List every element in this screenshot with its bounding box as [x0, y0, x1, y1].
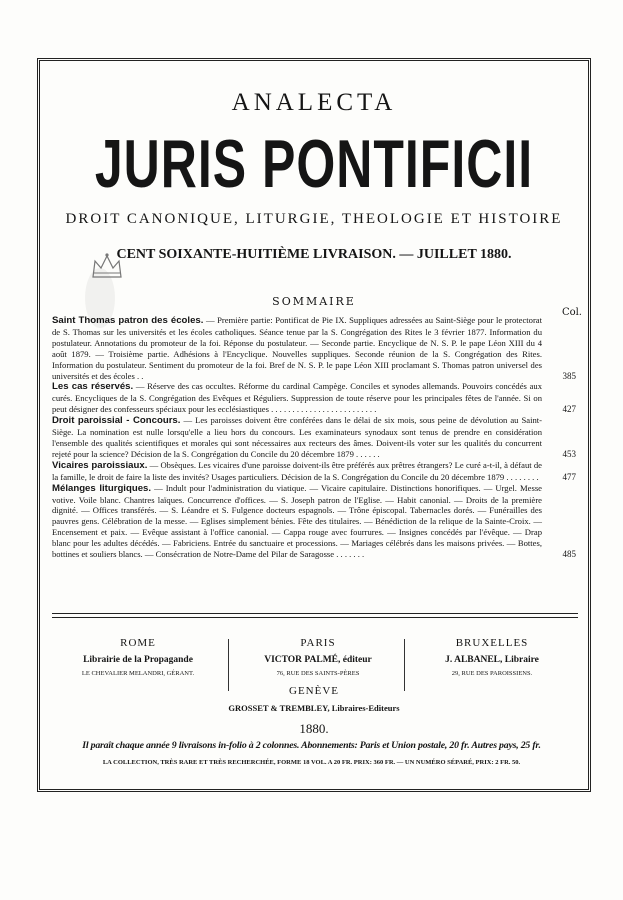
publisher-name: J. ALBANEL, Libraire — [445, 655, 539, 665]
column-divider — [228, 639, 229, 691]
publisher-city: GENÈVE — [289, 685, 339, 697]
column-label: Col. — [561, 307, 582, 318]
entry-heading: Mélanges liturgiques. — [52, 482, 152, 494]
divider — [52, 617, 578, 618]
publisher-geneva — [40, 685, 588, 737]
publisher-city: BRUXELLES — [455, 637, 529, 649]
publication-year: 1880. — [299, 721, 329, 736]
entry-heading: Droit paroissial - Concours. — [52, 415, 181, 427]
publisher-city: ROME — [120, 637, 156, 649]
contents-heading: SOMMAIRE — [272, 295, 356, 308]
contents-list — [52, 315, 576, 560]
entry-text: — Indult pour l'administration du viatique. — Vicaire capitulaire. Distinctions honorifiques. — Urgel. Messe votive. Voile blanc. Chantres laïques. Concurrence d'offices. — S. Joseph patron de l'Eglise. — Habit canonial. — Droits de la première dignité. — Offices transférés. — S. Léandre et S. Fulgence docteurs espagnols. — Trône épiscopal. Tabernacles dorés. — Funérailles des pauvres gens. Célébration de la messe. — Eglises simplement bénies. Fête des titulaires. — Bénédiction de la relique de la Sainte-Croix. — Encensement et paix. — Evêque assistant à l'office canonial. — Cappa rouge avec fourrures. — Insignes concédés par l'évêque. — Drap blanc pour les adultes décédés. — Fabriciens. Entrée du sanctuaire et processions. — Mariages célébrés dans les maisons privées. — Bottes, bottines et souliers blancs. — Consécration de Notre-Dame del Pilar de Saragosse . . . . . . . — [52, 482, 542, 560]
entry-text: — Première partie: Pontificat de Pie IX. Suppliques adressées au Saint-Siège pour le protectorat de S. Thomas sur les universités et les écoles catholiques. Séance tenue par la S. Congrégation des Rites le 3 février 1877. Information du postulateur. Annotations du promoteur de la foi. Réponse du postulateur. — Seconde partie. Encyclique de N. S. P. le pape Léon XIII du 4 août 1879. — Troisième partie. Adhésions à l'Encyclique. Nouvelles suppliques. Seconde réunion de la S. Congrégation des Rites. Information du postulateur. Sentiment du promoteur de la foi. Bref de N. S. P. le pape Léon XIII proclamant S. Thomas patron universel des universités et des écoles . . — [52, 315, 543, 381]
publisher-name: GROSSET & TREMBLEY, Libraires-Editeurs — [228, 703, 400, 713]
entry-page: 385 — [562, 370, 576, 381]
entry-heading: Les cas réservés. — [52, 381, 134, 393]
publisher-paris — [230, 637, 406, 677]
entry-text: — Les paroisses doivent être conférées dans le délai de six mois, sous peine de dévolution au Saint-Siège. La nomination est nulle lorsqu'elle a lieu hors du concours. Les examinateurs synodaux sont tenus de prendre en considération l'ensemble des qualités scientifiques et morales qui sont nécessaires aux recteurs des âmes. Doivent-ils voter sur les qualités du concurrent rejeté pour la science? Décision de la S. Congrégation du Concile du 20 décembre 1879 . . . . . . — [52, 415, 542, 459]
title-page-frame — [37, 58, 591, 792]
contents-entry — [52, 315, 576, 381]
subscription-line: Il paraît chaque année 9 livraisons in-folio à 2 colonnes. Abonnements: Paris et Union postale, 20 fr. Autres pays, 25 fr. — [82, 740, 541, 751]
publisher-address: 29, RUE DES PAROISSIENS. — [451, 670, 533, 677]
publisher-rome — [50, 637, 226, 677]
contents-entry — [52, 381, 576, 415]
journal-subtitle: DROIT CANONIQUE, LITURGIE, THEOLOGIE ET HISTOIRE — [65, 211, 563, 227]
entry-heading: Saint Thomas patron des écoles. — [52, 315, 204, 326]
contents-entry — [52, 415, 576, 460]
entry-text: — Obsèques. Les vicaires d'une paroisse doivent-ils être préférés aux prêtres étrangers? Le curé a-t-il, à défaut de la famille, le droit de faire la liste des invités? Usages particuliers. Décision de la S. Congrégation du Concile du 20 décembre 1879 . . . . . . . . — [52, 459, 542, 482]
journal-title-top: ANALECTA — [231, 89, 397, 116]
contents-entry — [52, 460, 576, 483]
publisher-name: Librairie de la Propagande — [83, 655, 193, 665]
entry-page: 477 — [562, 471, 576, 482]
entry-page: 485 — [562, 549, 576, 560]
journal-title-main: JURIS PONTIFICII — [94, 126, 534, 202]
publisher-address: LE CHEVALIER MELANDRI, GÉRANT. — [81, 670, 195, 677]
entry-text: — Réserve des cas occultes. Réforme du cardinal Campège. Conciles et synodes allemands. Pouvoirs concédés aux curés. Encycliques de la S. Congrégation des Evêques et Réguliers. Suppression de toute réserve pour les principales fêtes de l'année. Si on peut désigner des confesseurs spéciaux pour les ecclésiastiques . . . . . . . . . . . . . . . . . . . . . . . . . — [52, 381, 542, 415]
divider — [52, 613, 578, 614]
publisher-city: PARIS — [300, 637, 336, 649]
publisher-brussels — [404, 637, 580, 677]
publisher-name: VICTOR PALMÉ, éditeur — [264, 655, 372, 665]
entry-page: 453 — [562, 448, 576, 459]
contents-entry — [52, 483, 576, 560]
entry-heading: Vicaires paroissiaux. — [52, 459, 148, 471]
entry-page: 427 — [562, 404, 576, 415]
publisher-address: 76, RUE DES SAINTS-PÈRES — [276, 670, 360, 677]
issue-line: CENT SOIXANTE-HUITIÈME LIVRAISON. — JUILLET 1880. — [116, 247, 512, 262]
collection-line: LA COLLECTION, TRÈS RARE ET TRÈS RECHERCHÉE, FORME 18 VOL. A 20 FR. PRIX: 360 FR. — UN NUMÉRO SÉPARÉ, PRIX: 2 FR. 50. — [102, 759, 521, 766]
